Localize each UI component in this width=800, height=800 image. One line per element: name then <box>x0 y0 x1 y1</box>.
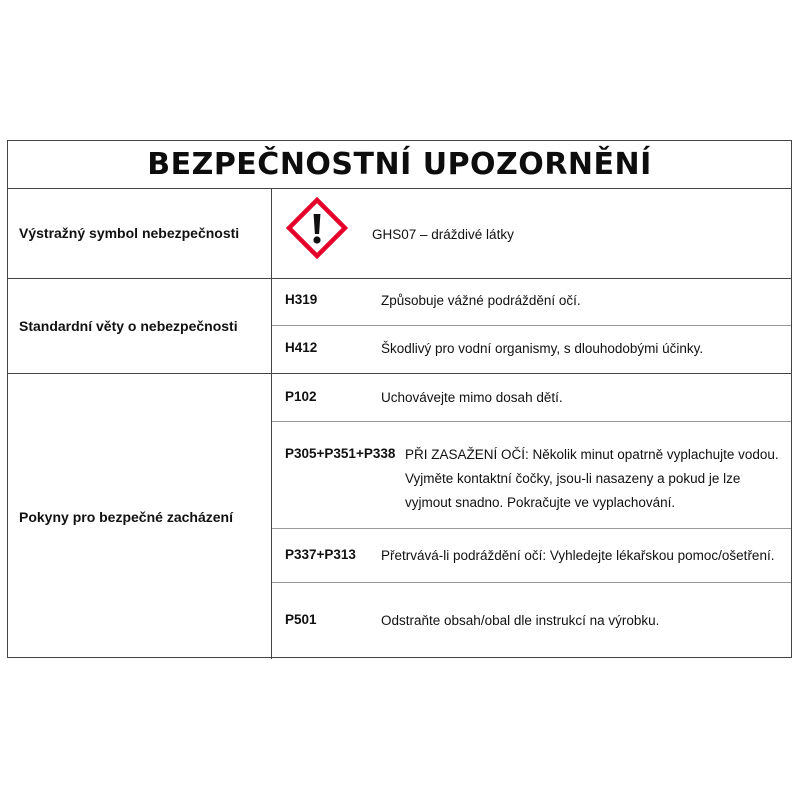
symbol-label: Výstražný symbol nebezpečnosti <box>8 188 272 278</box>
hazard-text: Způsobuje vážné podráždění očí. <box>381 293 581 308</box>
precaution-text: Přetrvává-li podráždění očí: Vyhledejte lékařskou pomoc/ošetření. <box>381 548 775 563</box>
precaution-text: PŘI ZASAŽENÍ OČÍ: Několik minut opatrně vyplachujte vodou. <box>405 447 779 462</box>
precaution-item <box>272 583 791 659</box>
precaution-text: Odstraňte obsah/obal dle instrukcí na výrobku. <box>381 613 660 628</box>
hazard-item <box>272 279 791 326</box>
precaution-code: P305+P351+P338 <box>285 446 396 461</box>
precaution-section <box>8 374 791 659</box>
hazard-label: Standardní věty o nebezpečnosti <box>8 279 272 373</box>
precaution-text: Vyjměte kontaktní čočky, jsou-li nasazeny a pokud je lze <box>405 471 741 486</box>
page-title: BEZPEČNOSTNÍ UPOZORNĚNÍ <box>147 147 652 182</box>
hazard-code: H319 <box>285 292 318 307</box>
precaution-code: P501 <box>285 612 317 627</box>
hazard-section <box>8 279 791 374</box>
ghs07-exclamation-icon <box>286 197 348 259</box>
precaution-item <box>272 374 791 422</box>
precaution-item <box>272 422 791 529</box>
hazard-item <box>272 326 791 374</box>
symbol-description: GHS07 – dráždivé látky <box>372 227 514 242</box>
symbol-section <box>8 188 791 279</box>
precaution-code: P102 <box>285 389 317 404</box>
safety-warning-table <box>7 140 792 658</box>
symbol-cell <box>272 188 791 278</box>
precaution-code: P337+P313 <box>285 547 356 562</box>
hazard-text: Škodlivý pro vodní organismy, s dlouhodobými účinky. <box>381 341 704 356</box>
precaution-text: Uchovávejte mimo dosah dětí. <box>381 390 563 405</box>
title-row <box>8 141 791 189</box>
hazard-code: H412 <box>285 340 318 355</box>
precaution-item <box>272 529 791 583</box>
precaution-label: Pokyny pro bezpečné zacházení <box>8 374 272 659</box>
precaution-text: vyjmout snadno. Pokračujte ve vyplachování. <box>405 495 676 510</box>
